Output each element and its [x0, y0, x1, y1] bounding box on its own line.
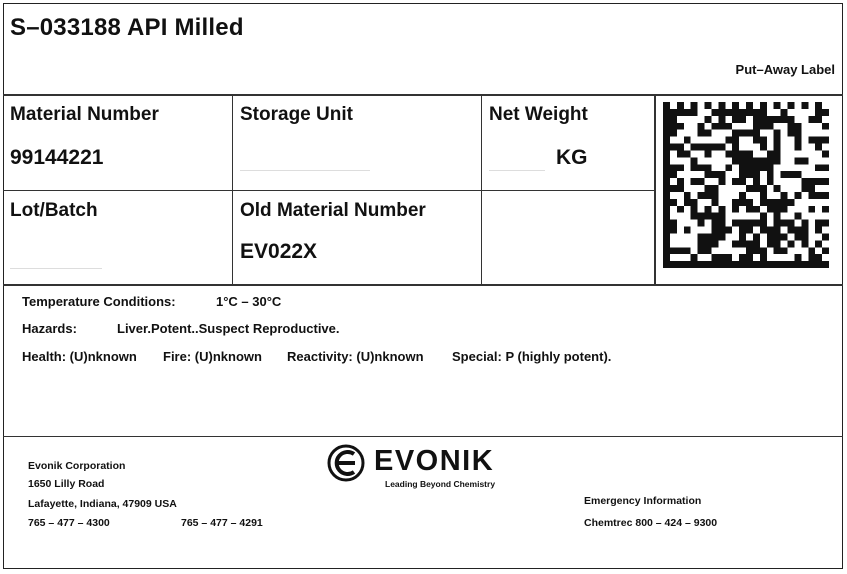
health-rating: Health: (U)nknown — [22, 349, 137, 364]
reactivity-rating: Reactivity: (U)nknown — [287, 349, 424, 364]
temperature-label: Temperature Conditions: — [22, 294, 176, 309]
material-number-value: 99144221 — [10, 146, 104, 169]
company-phone-1: 765 – 477 – 4300 — [28, 517, 110, 529]
lot-batch-label: Lot/Batch — [10, 200, 98, 221]
storage-unit-label: Storage Unit — [240, 104, 353, 125]
divider-col1 — [232, 94, 233, 285]
logo-tagline: Leading Beyond Chemistry — [385, 479, 496, 489]
company-name: Evonik Corporation — [28, 460, 126, 472]
logo-wordmark: EVONIK — [374, 445, 495, 477]
hazards-label: Hazards: — [22, 321, 77, 336]
divider-grid — [3, 284, 843, 286]
storage-unit-blank — [240, 170, 370, 171]
emergency-line: Chemtrec 800 – 424 – 9300 — [584, 517, 718, 529]
label-type: Put–Away Label — [735, 62, 835, 77]
hazards-value: Liver.Potent..Suspect Reproductive. — [117, 321, 340, 336]
divider-footer — [3, 436, 843, 437]
fire-rating: Fire: (U)nknown — [163, 349, 262, 364]
emergency-title: Emergency Information — [584, 495, 702, 507]
datamatrix-barcode — [663, 102, 829, 268]
special-rating: Special: P (highly potent). — [452, 349, 612, 364]
net-weight-blank — [489, 170, 545, 171]
divider-title — [3, 94, 843, 96]
company-street: 1650 Lilly Road — [28, 478, 105, 490]
old-material-number-label: Old Material Number — [240, 200, 426, 221]
net-weight-label: Net Weight — [489, 104, 588, 125]
company-phone-2: 765 – 477 – 4291 — [181, 517, 263, 529]
evonik-logo-icon — [326, 443, 366, 483]
net-weight-unit: KG — [556, 146, 588, 169]
lot-batch-blank — [10, 268, 102, 269]
material-number-label: Material Number — [10, 104, 159, 125]
divider-col2 — [481, 94, 482, 285]
label-title: S–033188 API Milled — [10, 14, 244, 41]
divider-row1 — [3, 190, 655, 191]
company-city: Lafayette, Indiana, 47909 USA — [28, 498, 177, 510]
temperature-value: 1°C – 30°C — [216, 294, 282, 309]
old-material-number-value: EV022X — [240, 240, 318, 263]
divider-col3 — [654, 94, 656, 285]
